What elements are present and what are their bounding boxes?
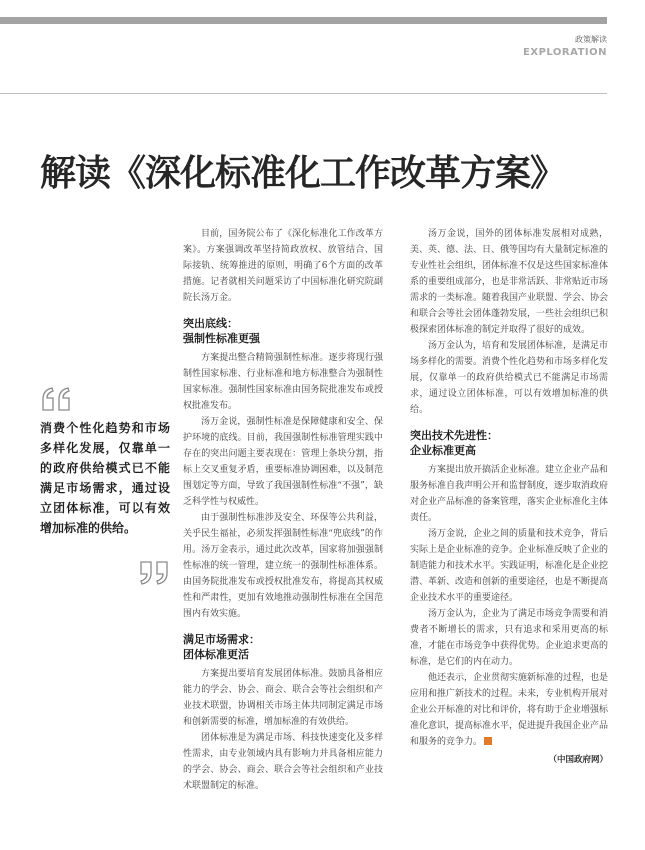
body-paragraph: 由于强制性标准涉及安全、环保等公共利益，关乎民生福祉，必须发挥强制性标准“兜底线”的作用。汤万金表示，通过此次改革，国家将加强强制性标准的统一管理，建立统一的强制性标准体系。由国务院批准发布或授权批准发布，将提高其权威性和严肃性，更加有效地推动强制性标准在全国范围内有效实施。: [183, 513, 383, 619]
section-heading-line2: 企业标准更高: [410, 444, 476, 457]
section-heading: [410, 428, 608, 458]
body-paragraph: 方案提出整合精简强制性标准。逐步将现行强制性国家标准、行业标准和地方标准整合为强制性国家标准。强制性国家标准由国务院批准发布或授权批准发布。: [183, 353, 383, 411]
intro-paragraph: 目前，国务院公布了《深化标准化工作改革方案》。方案强调改革坚持简政放权、放管结合、国际接轨、统筹推进的原则，明确了6个方面的改革措施。记者就相关问题采访了中国标准化研究院副院长汤万金。: [183, 229, 383, 303]
end-mark-icon: [484, 737, 492, 745]
quote-close-icon: [136, 560, 170, 586]
section-heading: [183, 632, 383, 662]
section-label-cn: 政策解读: [575, 35, 607, 44]
section-heading: [183, 316, 383, 346]
section-heading-line1: 突出底线：: [183, 317, 238, 330]
closing-paragraph-text: 他还表示，企业贯彻实施新标准的过程，也是应用和推广新技术的过程。未来，专业机构开展对企业公开标准的对比和评价，将有助于企业增强标准化意识，提高标准水平，促进提升我国企业产品和服务的竞争力。: [410, 673, 609, 747]
section-heading-line1: 突出技术先进性：: [410, 429, 498, 442]
article-source: （中国政府网）: [548, 755, 608, 765]
section-heading-line2: 强制性标准更强: [183, 332, 260, 345]
body-paragraph: 汤万金认为，培育和发展团体标准，是满足市场多样化的需要。消费个性化趋势和市场多样化发展，仅靠单一的政府供给模式已不能满足市场需求，通过设立团体标准，可以有效增加标准的供给。: [410, 341, 609, 415]
header-bar: [0, 17, 607, 24]
body-paragraph: 汤万金说，国外的团体标准发展相对成熟，美、英、德、法、日、俄等国均有大量制定标准的专业性社会组织，团体标准不仅是这些国家标准体系的重要组成部分，也是非常活跃、非常贴近市场需求的一类标准。随着我国产业联盟、学会、协会和联合会等社会团体蓬勃发展，一些社会组织已积极探索团体标准的制定并取得了很好的成效。: [410, 229, 609, 335]
section-label-en: EXPLORATION: [523, 47, 607, 58]
body-paragraph: 方案提出放开搞活企业标准。建立企业产品和服务标准自我声明公开和监督制度，逐步取消政府对企业产品标准的备案管理，落实企业标准化主体责任。: [410, 465, 609, 523]
article-column-2: [410, 226, 608, 768]
body-paragraph: 汤万金说，强制性标准是保障健康和安全、保护环境的底线。目前，我国强制性标准管理实践中存在的突出问题主要表现在：管理上条块分割，指标上交叉重复矛盾，重要标准协调困难，以及制范围划定等方面，导致了我国强制性标准“不强”，缺乏科学性与权威性。: [183, 417, 383, 507]
body-paragraph: 汤万金认为，企业为了满足市场竞争需要和消费者不断增长的需求，只有追求和采用更高的标准，才能在市场竞争中获得优势。企业追求更高的标准，是它们的内在动力。: [410, 609, 609, 667]
header-divider: [0, 93, 607, 94]
body-paragraph: [410, 670, 608, 750]
body-paragraph: 汤万金说，企业之间的质量和技术竞争，背后实际上是企业标准的竞争。企业标准反映了企业的制造能力和技术水平。实践证明，标准化是企业挖潜、革新、改造和创新的重要途径，也是不断提高企业技术水平的重要途径。: [410, 529, 609, 603]
section-heading-line2: 团体标准更活: [183, 648, 249, 661]
body-paragraph: 方案提出要培育发展团体标准。鼓励具备相应能力的学会、协会、商会、联合会等社会组织和产业技术联盟，协调相关市场主体共同制定满足市场和创新需要的标准，增加标准的有效供给。: [183, 669, 383, 727]
pull-quote: 消费个性化趋势和市场多样化发展，仅靠单一的政府供给模式已不能满足市场需求，通过设立团体标准，可以有效增加标准的供给。: [40, 421, 170, 535]
quote-open-icon: [40, 386, 74, 412]
article-title: 解读《深化标准化工作改革方案》: [40, 152, 566, 194]
body-paragraph: 团体标准是为满足市场、科技快速变化及多样性需求，由专业领域内具有影响力并具备相应能力的学会、协会、商会、联合会等社会组织和产业技术联盟制定的标准。: [183, 733, 383, 791]
article-column-1: [183, 226, 383, 794]
section-heading-line1: 满足市场需求：: [183, 633, 260, 646]
